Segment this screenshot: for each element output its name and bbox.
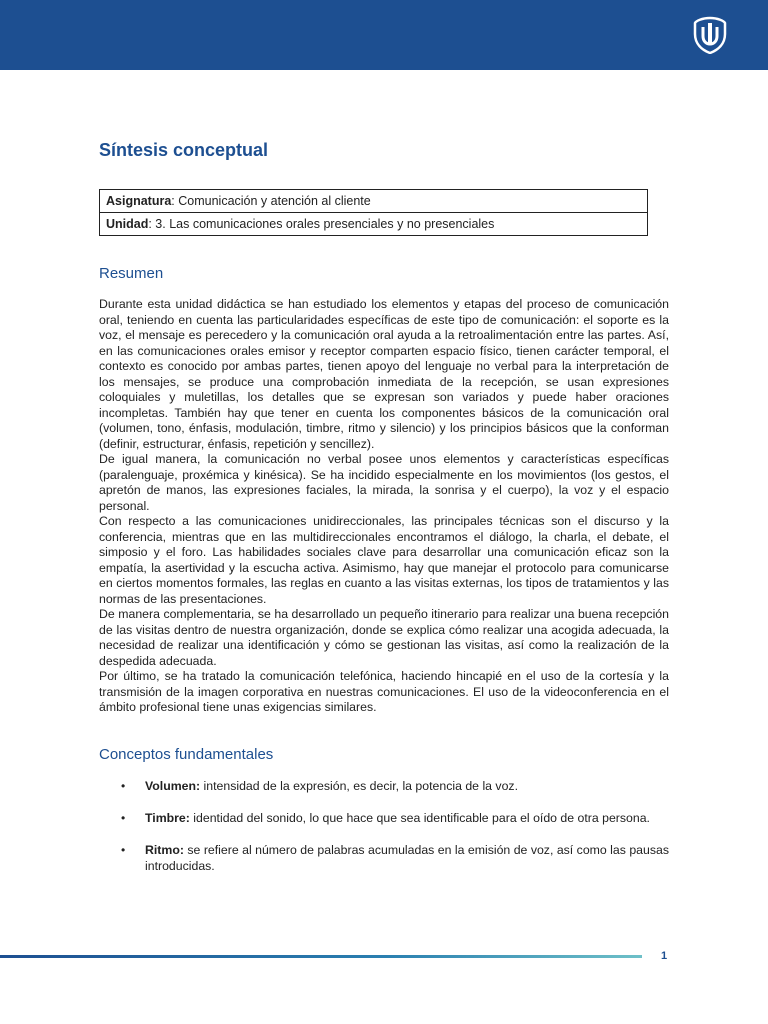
subject-value: : Comunicación y atención al cliente <box>171 194 371 208</box>
summary-paragraph: De manera complementaria, se ha desarrollado un pequeño itinerario para realizar una buena recepción de las visitas dentro de nuestra organización, donde se explica cómo realizar una acogida adecuada, la necesidad de realizar una identificación y cómo se gestionan las visitas, así como la realización de la despedida adecuada. <box>99 607 669 668</box>
summary-paragraph: Por último, se ha tratado la comunicación telefónica, haciendo hincapié en el uso de la cortesía y la transmisión de la imagen corporativa en nuestras comunicaciones. El uso de la videoconferencia en el ámbito profesional tiene unas exigencias similares. <box>99 669 669 714</box>
summary-paragraph: Durante esta unidad didáctica se han estudiado los elementos y etapas del proceso de comunicación oral, teniendo en cuenta las particularidades específicas de este tipo de comunicación: el soporte es la voz, el mensaje es perecedero y la comunicación oral ayuda a la retroalimentación entre las partes. Así, en las comunicaciones orales emisor y receptor comparten espacio físico, tienen carácter temporal, el contexto es conocido por ambas partes, tienen apoyo del lenguaje no verbal para la interpretación de los mensajes, se produce una comprobación inmediata de la recepción, se usan expresiones coloquiales y muletillas, los detalles que se expresan son variados y puede haber oraciones incompletas. También hay que tener en cuenta los componentes básicos de la comunicación oral (volumen, tono, énfasis, modulación, timbre, ritmo y silencio) y los principios básicos que la conforman (definir, estructurar, énfasis, repetición y sencillez). <box>99 297 669 451</box>
header-bar <box>0 0 768 70</box>
bullet-icon: • <box>121 811 126 825</box>
subject-label: Asignatura <box>106 194 172 208</box>
list-item <box>99 810 669 826</box>
subject-info-table <box>99 189 648 236</box>
unit-label: Unidad <box>106 217 149 231</box>
bullet-icon: • <box>121 779 126 793</box>
summary-heading: Resumen <box>99 265 164 282</box>
list-item <box>99 778 669 794</box>
summary-body <box>99 297 669 716</box>
concept-term: Timbre: <box>145 811 190 825</box>
summary-paragraph: Con respecto a las comunicaciones unidireccionales, las principales técnicas son el discurso y la conferencia, mientras que en las multidireccionales encontramos el diálogo, la charla, el debate, el simposio y el foro. Las habilidades sociales clave para desarrollar una comunicación eficaz son la empatía, la asertividad y la escucha activa. Asimismo, hay que manejar el protocolo para comunicarse en ciertos momentos formales, las reglas en cuanto a las visitas externas, los tipos de tratamientos y las normas de las presentaciones. <box>99 514 669 606</box>
summary-paragraph: De igual manera, la comunicación no verbal posee unos elementos y características específicas (paralenguaje, proxémica y kinésica). Se ha incidido especialmente en los movimientos (los gestos, el apretón de manos, las expresiones faciales, la mirada, la sonrisa y el cuerpo), la voz y el espacio personal. <box>99 452 669 513</box>
unit-row <box>100 213 648 236</box>
concept-term: Volumen: <box>145 779 201 793</box>
list-item <box>99 842 669 874</box>
concept-definition: intensidad de la expresión, es decir, la potencia de la voz. <box>200 779 518 793</box>
concept-term: Ritmo: <box>145 843 184 857</box>
concept-definition: se refiere al número de palabras acumuladas en la emisión de voz, así como las pausas introducidas. <box>145 843 669 873</box>
subject-row <box>100 190 648 213</box>
concepts-heading: Conceptos fundamentales <box>99 746 274 763</box>
page-title: Síntesis conceptual <box>99 140 269 160</box>
concepts-list <box>99 778 669 890</box>
unit-value: : 3. Las comunicaciones orales presenciales y no presenciales <box>148 217 495 231</box>
bullet-icon: • <box>121 843 126 857</box>
shield-logo-icon <box>692 16 728 54</box>
footer-divider <box>0 955 642 958</box>
concept-definition: identidad del sonido, lo que hace que sea identificable para el oído de otra persona. <box>189 811 650 825</box>
page-number: 1 <box>661 950 668 962</box>
